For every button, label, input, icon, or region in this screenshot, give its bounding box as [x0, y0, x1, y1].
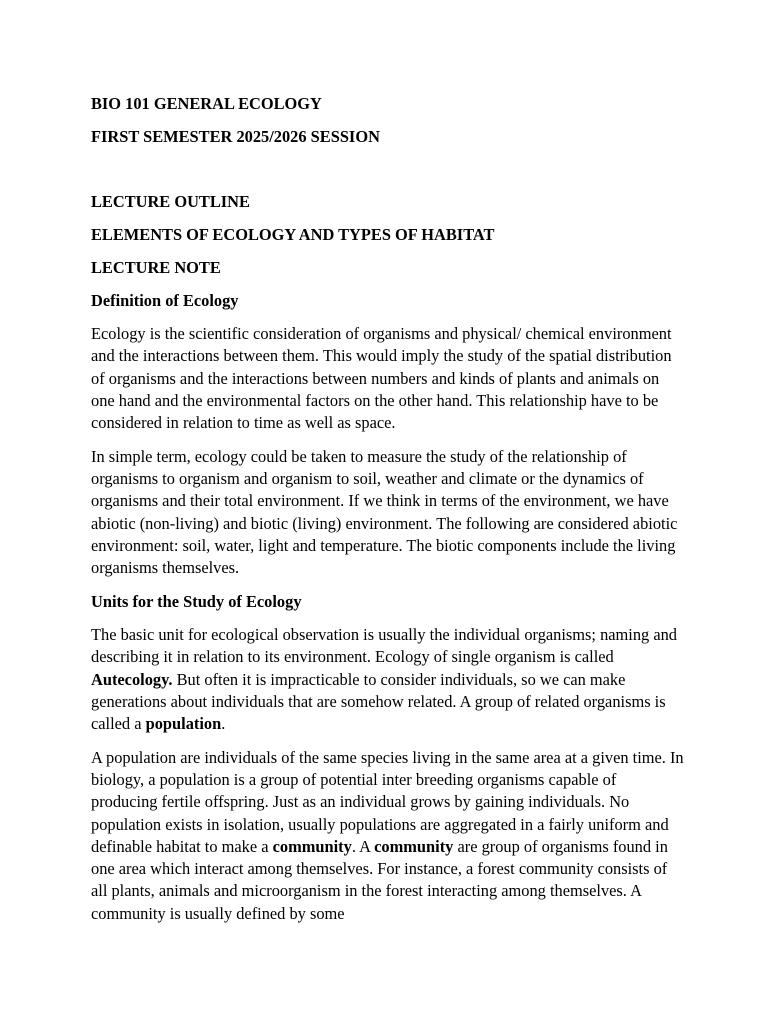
- units-paragraph-2: [91, 747, 685, 925]
- units-heading: Units for the Study of Ecology: [91, 591, 302, 611]
- units-paragraph-1: [91, 624, 685, 735]
- text-run: The basic unit for ecological observation is usually the individual organisms; naming and describing it in relation to its environment. Ecology of single organism is called: [91, 624, 677, 667]
- text-run: are group of organisms found in one area which interact among themselves. For instance, a forest community consists of all plants, animals and microorganism in the forest interacting among themselves. A community is usually defined by some: [91, 836, 668, 923]
- text-run: . A: [351, 836, 375, 856]
- lecture-outline-heading: LECTURE OUTLINE: [91, 192, 250, 212]
- elements-heading: ELEMENTS OF ECOLOGY AND TYPES OF HABITAT: [91, 225, 495, 245]
- semester-heading: FIRST SEMESTER 2025/2026 SESSION: [91, 126, 380, 146]
- text-run: But often it is impracticable to consider individuals, so we can make generations about individuals that are somehow related. A group of related organisms is called a: [91, 669, 666, 734]
- term-autecology: Autecology.: [91, 669, 173, 689]
- lecture-note-heading: LECTURE NOTE: [91, 257, 221, 277]
- definition-paragraph-1: Ecology is the scientific consideration of organisms and physical/ chemical environment and the interactions between them. This would imply the study of the spatial distribution of organisms and the interactions between numbers and kinds of plants and animals on one hand and the environmental factors on the other hand. This relationship have to be considered in relation to time as well as space.: [91, 324, 672, 433]
- course-title: BIO 101 GENERAL ECOLOGY: [91, 94, 322, 113]
- definition-heading: Definition of Ecology: [91, 290, 239, 310]
- text-run: .: [221, 714, 226, 734]
- term-community: community: [374, 836, 454, 856]
- term-population: population: [145, 714, 222, 734]
- document-body: [91, 93, 685, 936]
- term-community: community: [272, 836, 352, 856]
- text-run: A population are individuals of the same species living in the same area at a given time. In biology, a population is a group of potential inter breeding organisms capable of producing fertile offspring. Just as an individual grows by gaining individuals. No population exists in isolation, usually populations are aggregated in a fairly uniform and definable habitat to make a: [91, 747, 684, 856]
- definition-paragraph-2: In simple term, ecology could be taken to measure the study of the relationship of organisms to organism and organism to soil, weather and climate or the dynamics of organisms and their total environment. If we think in terms of the environment, we have abiotic (non-living) and biotic (living) environment. The following are considered abiotic environment: soil, water, light and temperature. The biotic components include the living organisms themselves.: [91, 446, 678, 578]
